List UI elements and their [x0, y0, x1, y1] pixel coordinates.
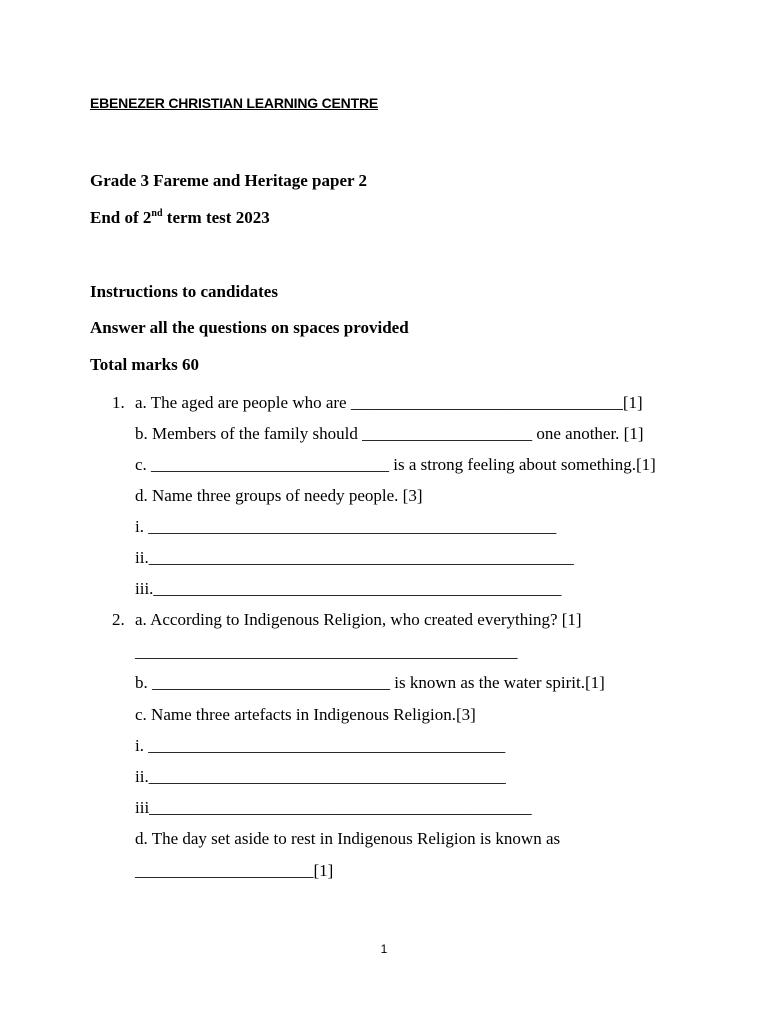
question-1d-answer-iii: iii.________________________________________________: [135, 579, 562, 598]
question-2c: c. Name three artefacts in Indigenous Religion.[3]: [135, 705, 476, 724]
instructions-heading: Instructions to candidates: [90, 282, 278, 301]
question-2a: a. According to Indigenous Religion, who created everything? [1]: [135, 610, 582, 629]
question-2d: d. The day set aside to rest in Indigenous Religion is known as: [135, 829, 561, 848]
question-1d-answer-ii: ii.__________________________________________________: [135, 548, 574, 567]
question-2c-answer-iii: iii_____________________________________________: [135, 798, 532, 817]
question-2c-answer-ii: ii.__________________________________________: [135, 767, 506, 786]
page-number: 1: [380, 942, 388, 956]
question-2a-answer: _____________________________________________: [135, 642, 518, 661]
test-title-suffix: term test 2023: [162, 208, 270, 227]
instructions-line: Answer all the questions on spaces provided: [90, 318, 409, 337]
question-2c-answer-i: i. __________________________________________: [135, 736, 506, 755]
question-2d-answer: _____________________[1]: [135, 861, 334, 880]
question-1d-answer-i: i. ________________________________________________: [135, 517, 557, 536]
question-1d: d. Name three groups of needy people. [3]: [135, 486, 423, 505]
question-1-number: 1.: [112, 393, 125, 412]
total-marks: Total marks 60: [90, 355, 199, 374]
paper-title: Grade 3 Fareme and Heritage paper 2: [90, 171, 367, 190]
question-1b: b. Members of the family should ____________________ one another. [1]: [135, 424, 644, 443]
question-1c: c. ____________________________ is a strong feeling about something.[1]: [135, 455, 656, 474]
test-title-superscript: nd: [151, 208, 163, 219]
school-name: EBENEZER CHRISTIAN LEARNING CENTRE: [90, 95, 378, 111]
question-2b: b. ____________________________ is known as the water spirit.[1]: [135, 673, 605, 692]
question-2-number: 2.: [112, 610, 125, 629]
question-1a: a. The aged are people who are ________________________________[1]: [135, 393, 643, 412]
test-title: [90, 208, 270, 228]
test-title-prefix: End of 2: [90, 208, 152, 227]
